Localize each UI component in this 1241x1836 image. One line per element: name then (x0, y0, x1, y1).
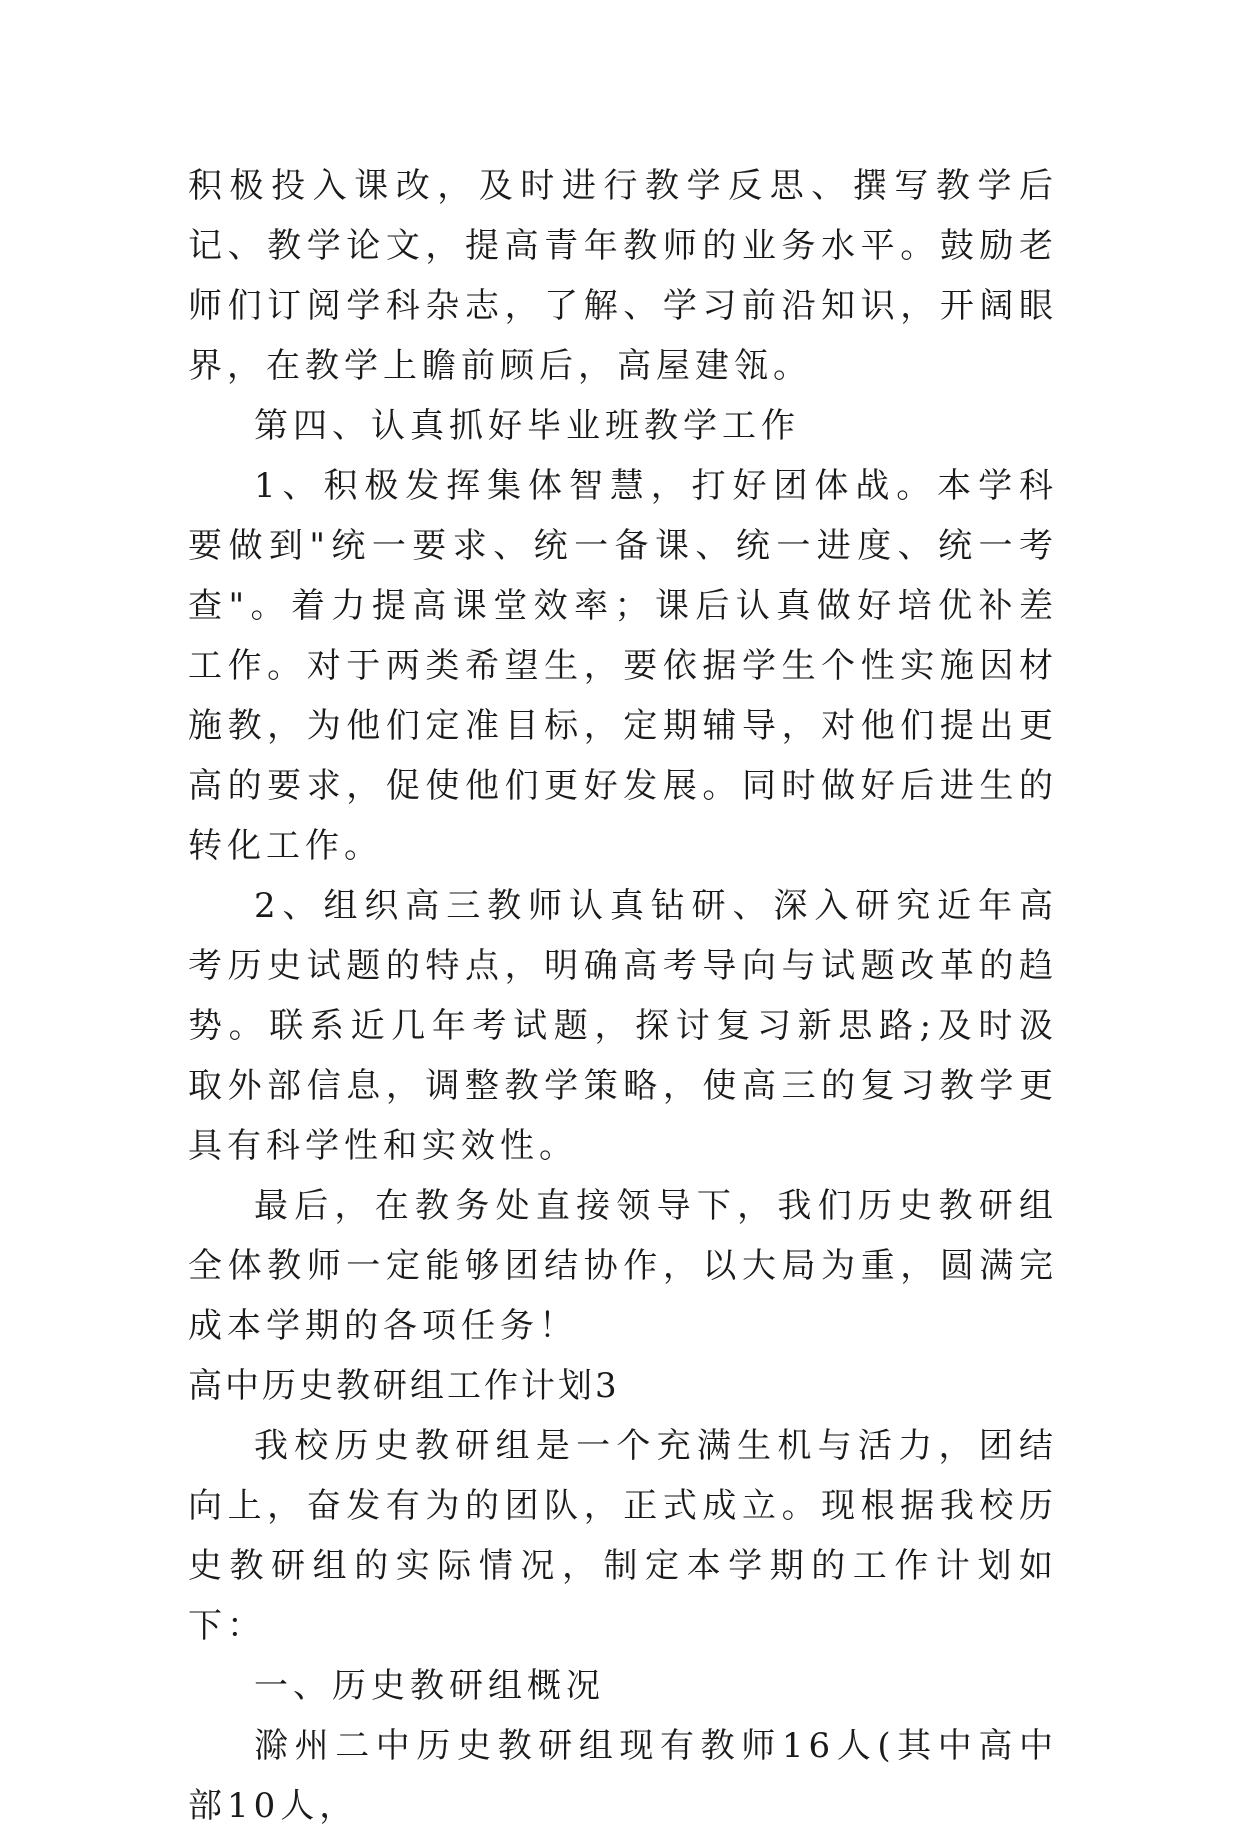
paragraph-overview: 滁州二中历史教研组现有教师16人(其中高中部10人， (188, 1726, 1058, 1826)
section-heading-overview: 一、历史教研组概况 (254, 1666, 605, 1706)
paragraph-item-2: 2、组织高三教师认真钻研、深入研究近年高考历史试题的特点，明确高考导向与试题改革的趋势。联系近几年考试题，探讨复习新思路;及时汲取外部信息，调整教学策略，使高三的复习教学更具有科学性和实效性。 (188, 886, 1058, 1166)
paragraph-intro: 我校历史教研组是一个充满生机与活力，团结向上，奋发有为的团队，正式成立。现根据我校历史教研组的实际情况，制定本学期的工作计划如下： (188, 1426, 1058, 1646)
paragraph-conclusion: 最后，在教务处直接领导下，我们历史教研组全体教师一定能够团结协作，以大局为重，圆满完成本学期的各项任务！ (188, 1186, 1058, 1346)
paragraph-continuation: 积极投入课改，及时进行教学反思、撰写教学后记、教学论文，提高青年教师的业务水平。鼓励老师们订阅学科杂志，了解、学习前沿知识，开阔眼界，在教学上瞻前顾后，高屋建瓴。 (188, 166, 1058, 386)
plan-title: 高中历史教研组工作计划3 (188, 1366, 620, 1406)
document-body (188, 156, 1058, 1836)
paragraph-item-1: 1、积极发挥集体智慧，打好团体战。本学科要做到"统一要求、统一备课、统一进度、统一考查"。着力提高课堂效率；课后认真做好培优补差工作。对于两类希望生，要依据学生个性实施因材施教，为他们定准目标，定期辅导，对他们提出更高的要求，促使他们更好发展。同时做好后进生的转化工作。 (188, 466, 1058, 866)
section-heading-fourth: 第四、认真抓好毕业班教学工作 (254, 406, 800, 446)
